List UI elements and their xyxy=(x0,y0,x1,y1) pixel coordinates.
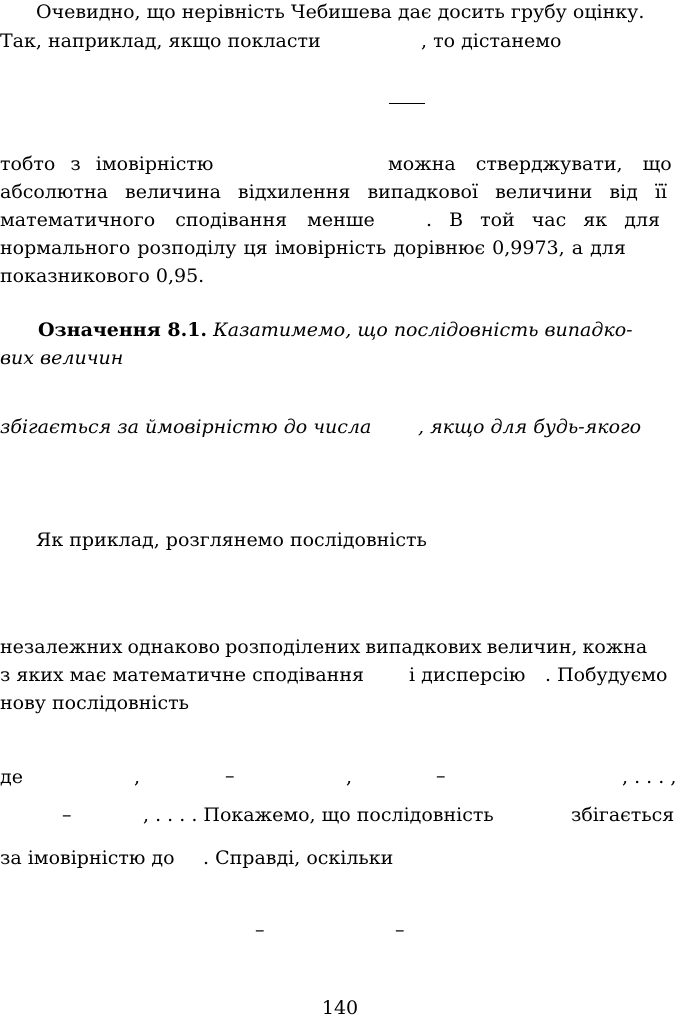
text-line xyxy=(421,29,561,53)
minus-sign: – xyxy=(255,919,265,941)
text-fragment: Казатимемо, що послідовність випадко- xyxy=(213,319,633,341)
ellipsis: , . . . , xyxy=(622,766,677,788)
text-line xyxy=(143,803,494,827)
text-line xyxy=(409,663,525,687)
text-fragment: . В той час як для xyxy=(426,209,660,231)
text-line xyxy=(418,415,641,439)
minus-sign: – xyxy=(225,765,235,787)
text-line xyxy=(0,346,123,370)
text-line xyxy=(388,152,680,176)
text-fragment: нову послідовність xyxy=(0,692,189,714)
text-fragment: за імовірністю до xyxy=(0,847,175,869)
text-fragment: нормального розподілу ця імовірність дорівнює 0,9973, а для xyxy=(0,237,626,259)
comma: , xyxy=(346,766,353,788)
text-fragment: Очевидно, що нерівність Чебишева дає досить грубу оцінку. xyxy=(36,1,645,23)
text-fragment: де xyxy=(0,766,23,788)
text-line xyxy=(0,691,189,715)
text-fragment: незалежних однаково розподілених випадкових величин, кожна xyxy=(0,636,648,658)
text-line xyxy=(0,208,375,232)
text-fragment: Так, наприклад, якщо покласти xyxy=(0,30,321,52)
text-fragment: і дисперсію xyxy=(409,664,526,686)
minus-sign: – xyxy=(436,765,446,787)
text-fragment: , . . . . Покажемо, що послідовність xyxy=(143,804,494,826)
text-line xyxy=(203,846,393,870)
text-line xyxy=(0,152,213,176)
text-line xyxy=(36,528,427,552)
text-line xyxy=(426,208,660,232)
text-fragment: , то дістанемо xyxy=(421,30,562,52)
text-fragment: математичного сподівання менше xyxy=(0,209,375,231)
minus-sign: – xyxy=(395,919,405,941)
text-fragment: , якщо для будь-якого xyxy=(418,416,642,438)
text-line xyxy=(0,846,175,870)
text-line xyxy=(0,236,626,260)
text-fragment: . Побудуємо xyxy=(545,664,668,686)
minus-sign: – xyxy=(62,804,72,826)
text-fragment: збігається за ймовірністю до числа xyxy=(0,416,372,438)
text-line xyxy=(0,635,647,659)
text-line xyxy=(0,663,364,687)
comma: , xyxy=(134,766,141,788)
text-fragment: збігається xyxy=(571,804,675,826)
page-number: 140 xyxy=(321,997,359,1019)
text-line xyxy=(0,765,23,789)
text-fragment: з яких має математичне сподівання xyxy=(0,664,364,686)
text-fragment: абсолютна величина відхилення випадкової величини від її xyxy=(0,181,667,203)
text-line xyxy=(36,0,680,24)
text-line xyxy=(545,663,667,687)
definition-line xyxy=(38,318,633,342)
text-line xyxy=(0,29,321,53)
text-line xyxy=(0,264,204,288)
definition-heading: Означення 8.1. xyxy=(38,319,208,341)
text-fragment: тобто з імовірністю xyxy=(0,153,214,175)
text-fragment: вих величин xyxy=(0,347,124,369)
text-line xyxy=(0,180,680,204)
text-fragment: Як приклад, розглянемо послідовність xyxy=(36,529,427,551)
text-fragment: можна стверджувати, що xyxy=(388,153,672,175)
fraction-bar xyxy=(389,103,425,104)
text-line xyxy=(0,415,371,439)
text-fragment: . Справді, оскільки xyxy=(203,847,394,869)
text-line xyxy=(571,803,674,827)
text-fragment: показникового 0,95. xyxy=(0,265,205,287)
